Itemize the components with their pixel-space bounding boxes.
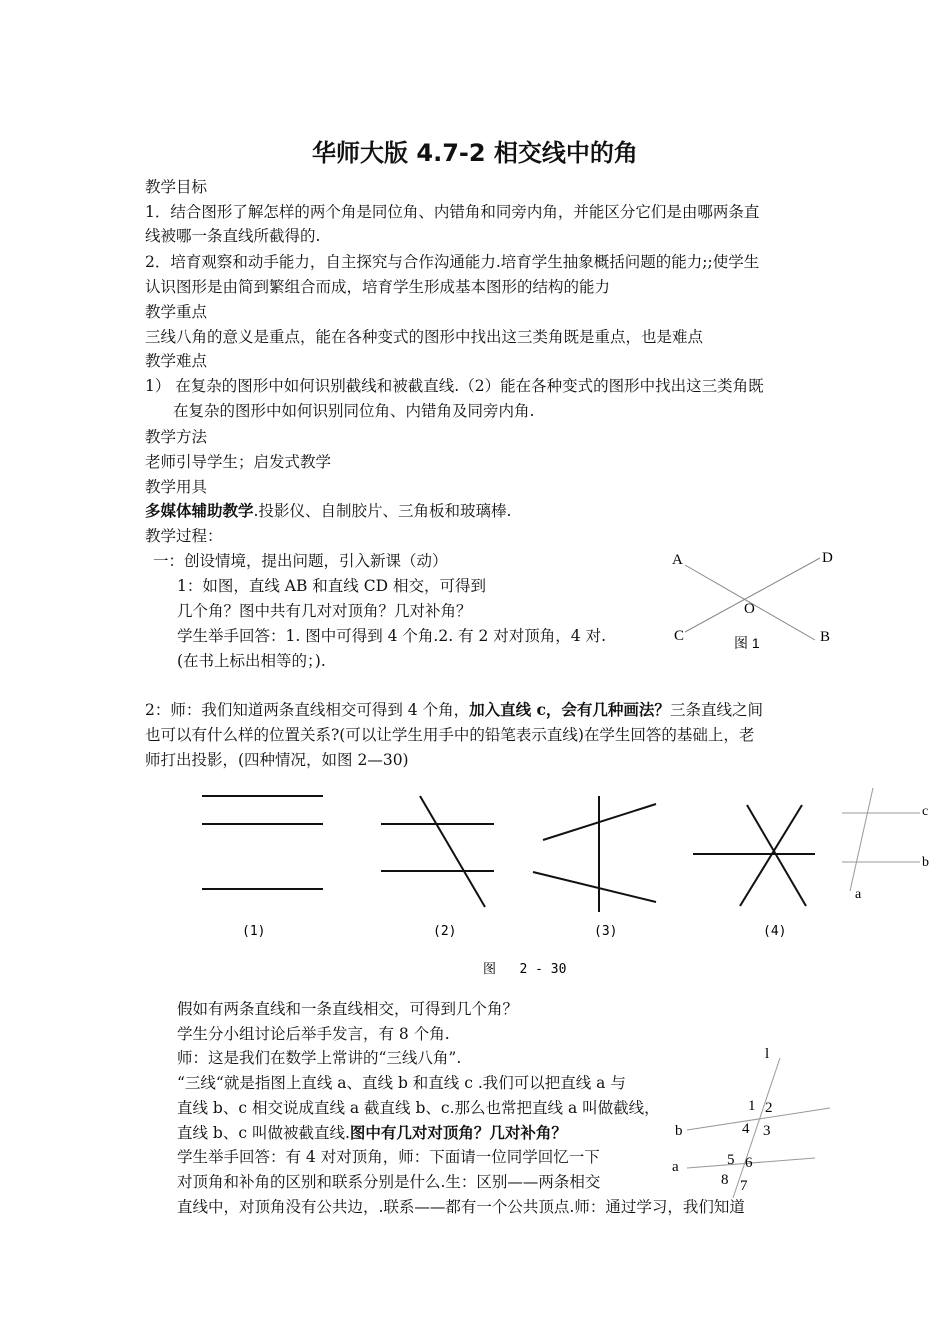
key-text: 三线八角的意义是重点，能在各种变式的图形中找出这三类角既是重点，也是难点 [145, 328, 704, 346]
sub-label-1: (1) [242, 924, 266, 939]
label-b: B [820, 629, 831, 645]
method-text: 老师引导学生；启发式教学 [145, 453, 332, 471]
part3-line-3: 师：这是我们在数学上常讲的“三线八角”. [177, 1049, 462, 1067]
goal-2-line-1: 2．培育观察和动手能力，自主探究与合作沟通能力.培育学生抽象概括问题的能力;;使学生 [145, 253, 760, 271]
difficulty-line-1: 1） 在复杂的图形中如何识别截线和被截直线.（2）能在各种变式的图形中找出这三类角既 [145, 377, 764, 395]
side-label-a: a [855, 887, 862, 902]
sub-label-2: (2) [433, 924, 457, 939]
part2-line-1b: 加入直线 c，会有几种画法？ [469, 700, 670, 719]
part2-line-2: 也可以有什么样的位置关系?(可以让学生用手中的铅笔表示直线)在学生回答的基础上，老 [145, 726, 755, 744]
label-d: D [822, 550, 833, 566]
angle-7: 7 [740, 1178, 748, 1194]
part3-line-2: 学生分小组讨论后举手发言，有 8 个角. [177, 1025, 450, 1043]
part2-line-1a: 2：师：我们知道两条直线相交可得到 4 个角， [145, 701, 470, 719]
part2-line-3: 师打出投影，(四种情况，如图 2—30) [145, 751, 409, 769]
angle-8: 8 [721, 1172, 729, 1188]
angle-3: 3 [763, 1123, 771, 1139]
part2-line-1 [145, 700, 763, 720]
part3-line-1: 假如有两条直线和一条直线相交，可得到几个角？ [177, 1000, 519, 1018]
part3-line-9: 直线中，对顶角没有公共边，.联系——都有一个公共顶点.师：通过学习，我们知道 [177, 1198, 745, 1216]
sub-label-4: (4) [763, 924, 787, 939]
goal-heading: 教学目标 [145, 178, 208, 196]
part3-line-8: 对顶角和补角的区别和联系分别是什么.生：区别——两条相交 [177, 1173, 601, 1191]
figure-1 [660, 540, 840, 660]
figure-three-lines-eight-angles [665, 1040, 845, 1200]
figure-2-30 [180, 780, 950, 980]
angle-1: 1 [748, 1098, 756, 1114]
page-title: 华师大版 4.7-2 相交线中的角 [312, 139, 638, 167]
label-c: C [674, 628, 685, 644]
arrangement-1 [202, 796, 323, 889]
method-heading: 教学方法 [145, 428, 208, 446]
line-cd [685, 558, 820, 632]
goal-1-line-1: 1．结合图形了解怎样的两个角是同位角、内错角和同旁内角，并能区分它们是由哪两条直 [145, 203, 760, 221]
part2-line-1c: 三条直线之间 [669, 701, 763, 719]
part3-line-6a: 直线 b、c 叫做被截直线. [177, 1124, 350, 1142]
side-label-c: c [922, 804, 929, 819]
goal-2-line-2: 认识图形是由简到繁组合而成，培育学生形成基本图形的结构的能力 [145, 278, 611, 296]
part3-line-5: 直线 b、c 相交说成直线 a 截直线 b、c.那么也常把直线 a 叫做截线， [177, 1099, 660, 1117]
part1-answer-1: 学生举手回答：1. 图中可得到 4 个角.2. 有 2 对对顶角，4 对. [177, 627, 607, 645]
part1-answer-2: (在书上标出相等的；). [177, 652, 326, 670]
part3-line-6 [177, 1123, 567, 1143]
process-heading: 教学过程： [145, 527, 223, 545]
arrangement-3 [533, 796, 656, 912]
label-o: O [744, 601, 755, 617]
tools-bold: 多媒体辅助教学 [145, 501, 254, 520]
goal-1-line-2: 线被哪一条直线所截得的. [145, 227, 321, 245]
label-l: l [765, 1046, 770, 1062]
tools-text [145, 501, 511, 521]
label-a: a [672, 1159, 679, 1175]
side-diagram-abc [842, 788, 929, 902]
line-l [733, 1058, 780, 1198]
part1-question-2: 几个角？图中共有几对对顶角？几对补角？ [177, 602, 472, 620]
sub-label-3: (3) [594, 924, 618, 939]
angle-2: 2 [765, 1100, 773, 1116]
angle-4: 4 [742, 1121, 750, 1137]
figure-2-30-caption: 图 2 - 30 [483, 962, 567, 977]
angle-6: 6 [745, 1155, 753, 1171]
figure-1-caption: 图 1 [734, 635, 760, 651]
key-heading: 教学重点 [145, 303, 208, 321]
difficulty-line-2: 在复杂的图形中如何识别同位角、内错角及同旁内角. [173, 402, 535, 420]
part3-line-7: 学生举手回答：有 4 对对顶角，师：下面请一位同学回忆一下 [177, 1148, 600, 1166]
part1-heading: 一：创设情境，提出问题，引入新课（动） [153, 552, 448, 570]
tools-heading: 教学用具 [145, 478, 208, 496]
part1-question-1: 1：如图，直线 AB 和直线 CD 相交，可得到 [177, 577, 486, 595]
part3-line-6b: 图中有几对对顶角？几对补角？ [349, 1123, 567, 1142]
line-b [687, 1108, 830, 1130]
arrangement-2 [381, 796, 494, 907]
difficulty-heading: 教学难点 [145, 352, 208, 370]
side-label-b: b [922, 855, 929, 870]
tools-rest: .投影仪、自制胶片、三角板和玻璃棒. [253, 502, 512, 520]
label-b: b [675, 1123, 683, 1139]
angle-5: 5 [727, 1152, 735, 1168]
part3-line-4: “三线“就是指图上直线 a、直线 b 和直线 c .我们可以把直线 a 与 [177, 1074, 626, 1092]
arrangement-4 [693, 805, 815, 906]
label-a: A [672, 552, 683, 568]
